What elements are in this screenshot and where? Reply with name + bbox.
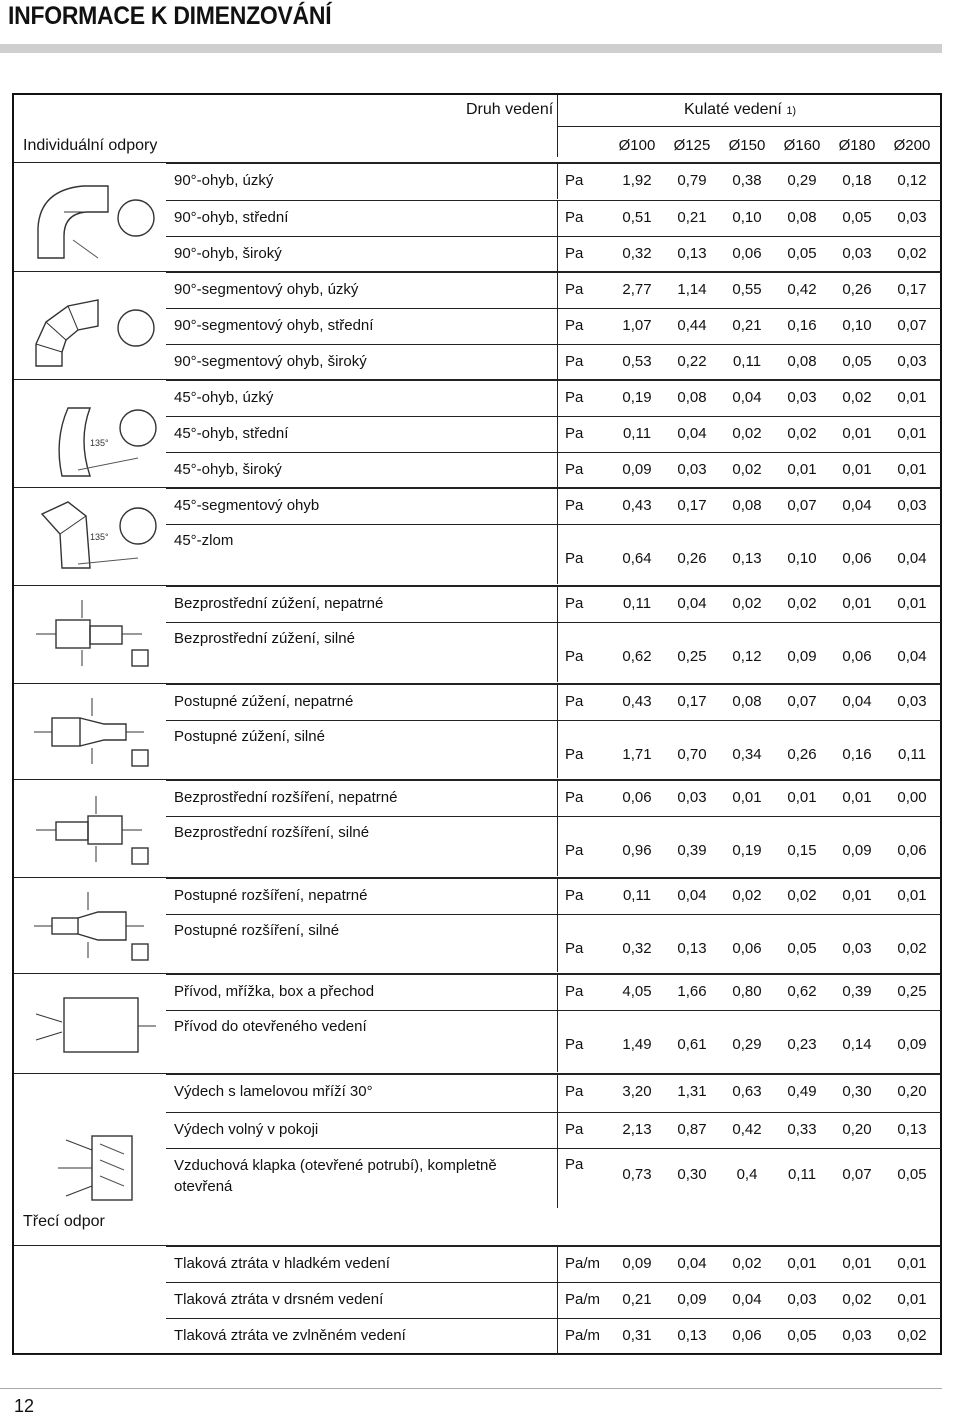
- row-value: 0,09: [897, 1036, 927, 1053]
- row-value: 0,06: [622, 789, 652, 806]
- column-divider: [557, 308, 558, 344]
- diameter-header: Ø125: [673, 137, 711, 154]
- column-divider: [557, 163, 558, 199]
- inlet-box-sketch: [28, 988, 158, 1068]
- row-value: 0,80: [732, 983, 762, 1000]
- row-value: 0,05: [787, 245, 817, 262]
- row-value: 1,49: [622, 1036, 652, 1053]
- row-value: 0,02: [897, 245, 927, 262]
- row-label: 90°-ohyb, široký: [174, 245, 282, 262]
- row-value: 0,13: [677, 245, 707, 262]
- row-unit: Pa: [565, 497, 584, 514]
- row-value: 0,64: [622, 550, 652, 567]
- row-value: 0,01: [897, 1255, 927, 1272]
- column-divider: [557, 914, 558, 972]
- row-value: 0,05: [842, 353, 872, 370]
- row-value: 0,07: [897, 317, 927, 334]
- row-value: 0,10: [787, 550, 817, 567]
- row-value: 0,19: [622, 389, 652, 406]
- column-divider: [557, 622, 558, 682]
- row-value: 0,55: [732, 281, 762, 298]
- row-value: 0,39: [842, 983, 872, 1000]
- row-value: 0,09: [842, 842, 872, 859]
- row-value: 0,39: [677, 842, 707, 859]
- row-value: 0,08: [732, 497, 762, 514]
- row-value: 0,02: [842, 1291, 872, 1308]
- column-divider: [557, 684, 558, 720]
- column-divider: [557, 1148, 558, 1208]
- row-unit: Pa: [565, 887, 584, 904]
- diameter-header: Ø100: [618, 137, 656, 154]
- header-kulate-vedeni-text: Kulaté vedení: [684, 101, 782, 118]
- svg-text:135°: 135°: [90, 438, 109, 448]
- row-unit: Pa: [565, 648, 584, 665]
- row-label: Bezprostřední rozšíření, silné: [174, 824, 370, 841]
- row-value: 0,00: [897, 789, 927, 806]
- segment-elbow-90-sketch: [28, 292, 158, 374]
- row-unit: Pa: [565, 1121, 584, 1138]
- row-value: 0,05: [787, 1327, 817, 1344]
- row-value: 0,79: [677, 172, 707, 189]
- diameter-header: Ø150: [728, 137, 766, 154]
- row-value: 1,14: [677, 281, 707, 298]
- row-value: 0,18: [842, 172, 872, 189]
- row-value: 0,12: [732, 648, 762, 665]
- row-value: 0,01: [897, 461, 927, 478]
- row-value: 0,32: [622, 245, 652, 262]
- row-value: 0,02: [732, 595, 762, 612]
- row-value: 0,20: [897, 1083, 927, 1100]
- row-value: 0,10: [732, 209, 762, 226]
- row-unit: Pa: [565, 789, 584, 806]
- row-value: 0,73: [622, 1166, 652, 1183]
- row-value: 0,03: [842, 1327, 872, 1344]
- row-unit: Pa: [565, 1156, 584, 1173]
- row-label: Postupné rozšíření, silné: [174, 922, 340, 939]
- row-unit: Pa: [565, 353, 584, 370]
- row-value: 0,25: [677, 648, 707, 665]
- row-value: 0,63: [732, 1083, 762, 1100]
- row-value: 0,16: [842, 746, 872, 763]
- row-value: 0,03: [787, 1291, 817, 1308]
- row-unit: Pa: [565, 209, 584, 226]
- row-value: 0,11: [732, 353, 762, 370]
- row-value: 1,31: [677, 1083, 707, 1100]
- row-value: 4,05: [622, 983, 652, 1000]
- row-value: 0,08: [677, 389, 707, 406]
- row-value: 0,26: [677, 550, 707, 567]
- column-divider: [557, 416, 558, 452]
- column-divider: [557, 878, 558, 914]
- row-value: 0,01: [732, 789, 762, 806]
- row-value: 0,03: [842, 940, 872, 957]
- row-label: 45°-ohyb, široký: [174, 461, 282, 478]
- sudden-expansion-sketch: [26, 792, 156, 872]
- row-value: 0,09: [622, 1255, 652, 1272]
- row-value: 0,02: [732, 887, 762, 904]
- row-label: Bezprostřední rozšíření, nepatrné: [174, 789, 398, 806]
- row-unit: Pa: [565, 1036, 584, 1053]
- row-value: 0,96: [622, 842, 652, 859]
- row-value: 0,53: [622, 353, 652, 370]
- row-unit: Pa/m: [565, 1255, 601, 1272]
- row-value: 0,03: [897, 209, 927, 226]
- row-value: 0,61: [677, 1036, 707, 1053]
- column-divider: [557, 236, 558, 272]
- column-divider: [557, 780, 558, 816]
- outlet-grille-sketch: [36, 1130, 156, 1210]
- row-value: 0,03: [677, 789, 707, 806]
- row-unit: Pa: [565, 389, 584, 406]
- row-value: 0,05: [842, 209, 872, 226]
- row-label: Postupné zúžení, silné: [174, 728, 325, 745]
- row-value: 0,05: [897, 1166, 927, 1183]
- column-divider: [557, 720, 558, 778]
- row-value: 0,44: [677, 317, 707, 334]
- row-value: 0,03: [677, 461, 707, 478]
- row-value: 0,33: [787, 1121, 817, 1138]
- row-value: 0,09: [622, 461, 652, 478]
- row-value: 0,07: [842, 1166, 872, 1183]
- row-value: 0,51: [622, 209, 652, 226]
- row-unit: Pa: [565, 281, 584, 298]
- row-value: 0,04: [842, 497, 872, 514]
- row-value: 0,11: [787, 1166, 817, 1183]
- row-value: 0,01: [897, 1291, 927, 1308]
- row-value: 0,02: [732, 461, 762, 478]
- row-value: 0,15: [787, 842, 817, 859]
- row-value: 0,13: [732, 550, 762, 567]
- row-value: 0,12: [897, 172, 927, 189]
- elbow-90-sketch: [28, 178, 158, 270]
- row-value: 0,70: [677, 746, 707, 763]
- row-unit: Pa: [565, 842, 584, 859]
- row-unit: Pa: [565, 425, 584, 442]
- row-value: 0,01: [842, 789, 872, 806]
- column-divider: [557, 1010, 558, 1072]
- segment-elbow-45-sketch: [28, 494, 158, 576]
- row-value: 0,04: [677, 425, 707, 442]
- row-value: 0,13: [677, 1327, 707, 1344]
- row-value: 1,92: [622, 172, 652, 189]
- row-value: 0,04: [677, 595, 707, 612]
- column-divider: [557, 974, 558, 1010]
- row-value: 0,08: [787, 209, 817, 226]
- row-label-continued: otevřená: [174, 1178, 233, 1195]
- row-value: 0,62: [622, 648, 652, 665]
- row-label: 90°-ohyb, střední: [174, 209, 289, 226]
- row-unit: Pa: [565, 595, 584, 612]
- row-value: 0,01: [842, 461, 872, 478]
- row-value: 0,04: [677, 1255, 707, 1272]
- svg-text:135°: 135°: [90, 532, 109, 542]
- row-value: 0,32: [622, 940, 652, 957]
- row-value: 0,01: [787, 1255, 817, 1272]
- row-label: Tlaková ztráta ve zvlněném vedení: [174, 1327, 406, 1344]
- row-label: 90°-segmentový ohyb, střední: [174, 317, 374, 334]
- row-value: 0,23: [787, 1036, 817, 1053]
- row-unit: Pa: [565, 693, 584, 710]
- row-value: 0,02: [897, 1327, 927, 1344]
- row-unit: Pa: [565, 746, 584, 763]
- row-value: 0,16: [787, 317, 817, 334]
- row-value: 0,21: [622, 1291, 652, 1308]
- column-divider: [557, 200, 558, 236]
- row-value: 0,22: [677, 353, 707, 370]
- row-value: 0,20: [842, 1121, 872, 1138]
- row-value: 0,03: [897, 353, 927, 370]
- column-divider: [557, 1282, 558, 1318]
- row-value: 0,01: [897, 887, 927, 904]
- row-value: 0,26: [842, 281, 872, 298]
- row-label: 45°-ohyb, střední: [174, 425, 289, 442]
- row-value: 0,87: [677, 1121, 707, 1138]
- column-divider: [557, 488, 558, 524]
- row-value: 0,11: [622, 595, 652, 612]
- row-unit: Pa: [565, 317, 584, 334]
- column-divider: [557, 452, 558, 488]
- row-value: 0,02: [842, 389, 872, 406]
- row-value: 0,09: [677, 1291, 707, 1308]
- row-value: 0,03: [897, 693, 927, 710]
- row-value: 0,42: [787, 281, 817, 298]
- table-bottom-line: [14, 1354, 940, 1355]
- row-value: 0,02: [787, 887, 817, 904]
- row-value: 0,17: [677, 497, 707, 514]
- row-value: 0,02: [897, 940, 927, 957]
- row-value: 0,19: [732, 842, 762, 859]
- footer-rule: [0, 1388, 942, 1389]
- row-value: 0,30: [842, 1083, 872, 1100]
- diameter-header: Ø160: [783, 137, 821, 154]
- row-label: 45°-segmentový ohyb: [174, 497, 320, 514]
- row-value: 0,07: [787, 693, 817, 710]
- row-value: 0,04: [897, 550, 927, 567]
- gradual-expansion-sketch: [26, 888, 156, 968]
- row-value: 0,06: [732, 940, 762, 957]
- row-value: 0,02: [787, 595, 817, 612]
- row-value: 0,01: [897, 595, 927, 612]
- column-divider: [557, 1318, 558, 1354]
- header-individualni-odpory: Individuální odpory: [23, 137, 158, 154]
- sudden-contraction-sketch: [26, 596, 156, 676]
- row-value: 0,62: [787, 983, 817, 1000]
- row-label: Výdech volný v pokoji: [174, 1121, 319, 1138]
- column-divider: [557, 1074, 558, 1112]
- elbow-45-sketch: [28, 400, 158, 484]
- column-divider: [557, 380, 558, 416]
- row-value: 0,21: [677, 209, 707, 226]
- row-value: 0,04: [732, 1291, 762, 1308]
- row-value: 0,06: [732, 245, 762, 262]
- column-divider: [557, 816, 558, 876]
- column-divider: [557, 1246, 558, 1282]
- header-treci-odpor: Třecí odpor: [23, 1213, 105, 1230]
- row-unit: Pa: [565, 940, 584, 957]
- row-value: 0,26: [787, 746, 817, 763]
- row-value: 0,04: [732, 389, 762, 406]
- row-value: 0,07: [787, 497, 817, 514]
- row-label: Přívod, mřížka, box a přechod: [174, 983, 375, 1000]
- row-value: 0,38: [732, 172, 762, 189]
- row-value: 0,11: [622, 425, 652, 442]
- row-label: Bezprostřední zúžení, silné: [174, 630, 355, 647]
- row-value: 2,77: [622, 281, 652, 298]
- column-divider: [557, 524, 558, 584]
- header-kulate-note: 1): [786, 105, 797, 117]
- row-label: Tlaková ztráta v hladkém vedení: [174, 1255, 390, 1272]
- row-value: 0,17: [677, 693, 707, 710]
- row-unit: Pa: [565, 1083, 584, 1100]
- row-label: Bezprostřední zúžení, nepatrné: [174, 595, 384, 612]
- row-value: 0,03: [842, 245, 872, 262]
- gradual-contraction-sketch: [26, 694, 156, 774]
- row-value: 0,30: [677, 1166, 707, 1183]
- row-value: 0,01: [842, 595, 872, 612]
- row-value: 0,01: [897, 389, 927, 406]
- row-value: 0,02: [732, 425, 762, 442]
- column-divider: [557, 272, 558, 308]
- row-value: 0,31: [622, 1327, 652, 1344]
- row-unit: Pa: [565, 245, 584, 262]
- row-value: 0,13: [677, 940, 707, 957]
- row-value: 0,13: [897, 1121, 927, 1138]
- row-label: Postupné rozšíření, nepatrné: [174, 887, 368, 904]
- row-value: 1,07: [622, 317, 652, 334]
- row-value: 0,06: [732, 1327, 762, 1344]
- row-value: 0,01: [787, 789, 817, 806]
- row-value: 0,42: [732, 1121, 762, 1138]
- row-label: Výdech s lamelovou mříží 30°: [174, 1083, 373, 1100]
- row-value: 0,02: [787, 425, 817, 442]
- row-value: 0,04: [897, 648, 927, 665]
- row-value: 0,25: [897, 983, 927, 1000]
- row-label: Postupné zúžení, nepatrné: [174, 693, 354, 710]
- row-label: 45°-zlom: [174, 532, 234, 549]
- row-value: 0,21: [732, 317, 762, 334]
- row-value: 0,06: [842, 550, 872, 567]
- row-label: 90°-ohyb, úzký: [174, 172, 274, 189]
- row-value: 0,04: [677, 887, 707, 904]
- row-value: 0,10: [842, 317, 872, 334]
- row-value: 0,06: [897, 842, 927, 859]
- row-value: 0,01: [842, 425, 872, 442]
- row-unit: Pa: [565, 983, 584, 1000]
- header-kulate-vedeni: [684, 101, 796, 119]
- row-unit: Pa/m: [565, 1291, 601, 1308]
- row-label: 45°-ohyb, úzký: [174, 389, 274, 406]
- header-row-line: [557, 126, 941, 127]
- row-value: 0,29: [787, 172, 817, 189]
- row-value: 0,14: [842, 1036, 872, 1053]
- column-divider: [557, 1112, 558, 1148]
- row-label: Vzduchová klapka (otevřené potrubí), kompletně: [174, 1157, 497, 1174]
- row-value: 1,66: [677, 983, 707, 1000]
- row-value: 0,49: [787, 1083, 817, 1100]
- row-value: 0,08: [787, 353, 817, 370]
- row-value: 0,02: [732, 1255, 762, 1272]
- page-number: 12: [14, 1396, 35, 1416]
- row-unit: Pa: [565, 461, 584, 478]
- row-value: 0,11: [897, 746, 927, 763]
- row-value: 0,11: [622, 887, 652, 904]
- row-value: 0,04: [842, 693, 872, 710]
- row-label: Přívod do otevřeného vedení: [174, 1018, 367, 1035]
- row-label: Tlaková ztráta v drsném vedení: [174, 1291, 384, 1308]
- row-value: 0,43: [622, 693, 652, 710]
- row-value: 0,17: [897, 281, 927, 298]
- row-value: 0,05: [787, 940, 817, 957]
- row-unit: Pa/m: [565, 1327, 601, 1344]
- column-divider: [557, 344, 558, 380]
- row-value: 0,03: [787, 389, 817, 406]
- row-label: 90°-segmentový ohyb, široký: [174, 353, 367, 370]
- row-value: 0,06: [842, 648, 872, 665]
- row-value: 2,13: [622, 1121, 652, 1138]
- row-value: 3,20: [622, 1083, 652, 1100]
- row-value: 0,29: [732, 1036, 762, 1053]
- row-value: 0,01: [787, 461, 817, 478]
- row-value: 0,03: [897, 497, 927, 514]
- row-value: 0,43: [622, 497, 652, 514]
- header-druh-vedeni: Druh vedení: [466, 101, 554, 118]
- row-value: 0,4: [736, 1166, 758, 1183]
- diameter-header: Ø200: [893, 137, 931, 154]
- title-rule: [0, 44, 942, 53]
- page-title: INFORMACE K DIMENZOVÁNÍ: [8, 2, 332, 30]
- row-value: 0,01: [897, 425, 927, 442]
- row-value: 0,01: [842, 1255, 872, 1272]
- diameter-header: Ø180: [838, 137, 876, 154]
- row-unit: Pa: [565, 172, 584, 189]
- row-value: 0,08: [732, 693, 762, 710]
- row-value: 0,34: [732, 746, 762, 763]
- row-value: 1,71: [622, 746, 652, 763]
- row-value: 0,09: [787, 648, 817, 665]
- column-divider: [557, 586, 558, 622]
- row-unit: Pa: [565, 550, 584, 567]
- row-value: 0,01: [842, 887, 872, 904]
- row-label: 90°-segmentový ohyb, úzký: [174, 281, 359, 298]
